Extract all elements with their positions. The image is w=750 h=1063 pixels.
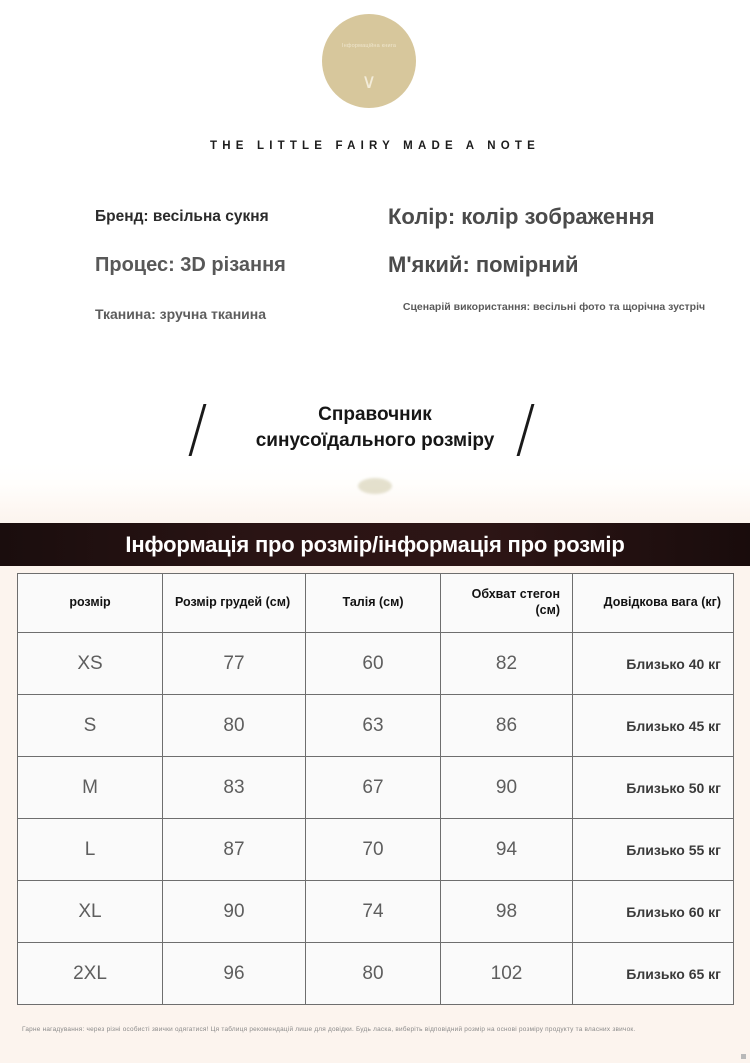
table-row: [18, 695, 734, 757]
cell-bust: 96: [163, 943, 306, 1005]
spec-color: Колір: колір зображення: [388, 204, 655, 229]
header-bust: Розмір грудей (см): [163, 574, 306, 633]
spec-process: Процес: 3D різання: [95, 254, 286, 276]
section-heading: [0, 398, 750, 468]
cell-size: XL: [18, 881, 163, 943]
table-row: [18, 819, 734, 881]
cell-size: L: [18, 819, 163, 881]
header-weight: Довідкова вага (кг): [573, 574, 734, 633]
header-waist: Талія (см): [306, 574, 441, 633]
cell-hip: 94: [441, 819, 573, 881]
cell-bust: 80: [163, 695, 306, 757]
table-row: [18, 633, 734, 695]
size-table: [17, 573, 734, 1005]
section-title-line2: синусоїдального розміру: [255, 429, 495, 451]
cell-size: 2XL: [18, 943, 163, 1005]
cell-size: M: [18, 757, 163, 819]
cell-weight: Близько 60 кг: [573, 881, 734, 943]
cell-hip: 90: [441, 757, 573, 819]
cell-waist: 70: [306, 819, 441, 881]
cell-size: S: [18, 695, 163, 757]
spec-fabric: Тканина: зручна тканина: [95, 306, 266, 322]
cell-waist: 80: [306, 943, 441, 1005]
table-body: [18, 633, 734, 1005]
eyebrow-title: THE LITTLE FAIRY MADE A NOTE: [209, 140, 541, 152]
cell-waist: 60: [306, 633, 441, 695]
badge-circle: [322, 14, 416, 108]
table-row: [18, 881, 734, 943]
size-table-container: [17, 573, 733, 1005]
cell-weight: Близько 40 кг: [573, 633, 734, 695]
section-title: [0, 402, 750, 453]
chevron-down-icon: ∨: [361, 71, 377, 93]
cell-waist: 74: [306, 881, 441, 943]
cell-weight: Близько 65 кг: [573, 943, 734, 1005]
footer-disclaimer: Гарне нагадування: через різні особисті звички одягатися! Ця таблиця рекомендацій лише для довідки. Будь ласка, виберіть відповідний розмір на основі розміру продукту та власних звичок.: [22, 1026, 636, 1033]
banner-title: Інформація про розмір/інформація про розмір: [125, 531, 625, 557]
cell-size: XS: [18, 633, 163, 695]
cell-hip: 86: [441, 695, 573, 757]
cell-waist: 67: [306, 757, 441, 819]
section-title-line1: Справочник: [318, 404, 432, 425]
cell-bust: 90: [163, 881, 306, 943]
cell-weight: Близько 55 кг: [573, 819, 734, 881]
cell-bust: 77: [163, 633, 306, 695]
cell-weight: Близько 45 кг: [573, 695, 734, 757]
cell-hip: 102: [441, 943, 573, 1005]
table-row: [18, 757, 734, 819]
table-header-row: [18, 574, 734, 633]
cell-bust: 87: [163, 819, 306, 881]
header-size: розмір: [18, 574, 163, 633]
cell-hip: 82: [441, 633, 573, 695]
badge-label: Інформаційна книга: [341, 43, 397, 49]
size-info-banner: [0, 523, 750, 566]
cell-bust: 83: [163, 757, 306, 819]
spec-brand: Бренд: весільна сукня: [95, 208, 269, 225]
table-row: [18, 943, 734, 1005]
cell-waist: 63: [306, 695, 441, 757]
header-hip: Обхват стегон (см): [441, 574, 573, 633]
spec-scenario: Сценарій використання: весільні фото та щорічна зустріч: [402, 301, 706, 313]
cell-weight: Близько 50 кг: [573, 757, 734, 819]
cell-hip: 98: [441, 881, 573, 943]
spec-softness: М'який: помірний: [388, 252, 579, 277]
decorative-disc: [358, 478, 392, 494]
spec-list: [0, 198, 750, 348]
corner-marker: [741, 1054, 746, 1059]
hero-badge: [0, 8, 750, 108]
